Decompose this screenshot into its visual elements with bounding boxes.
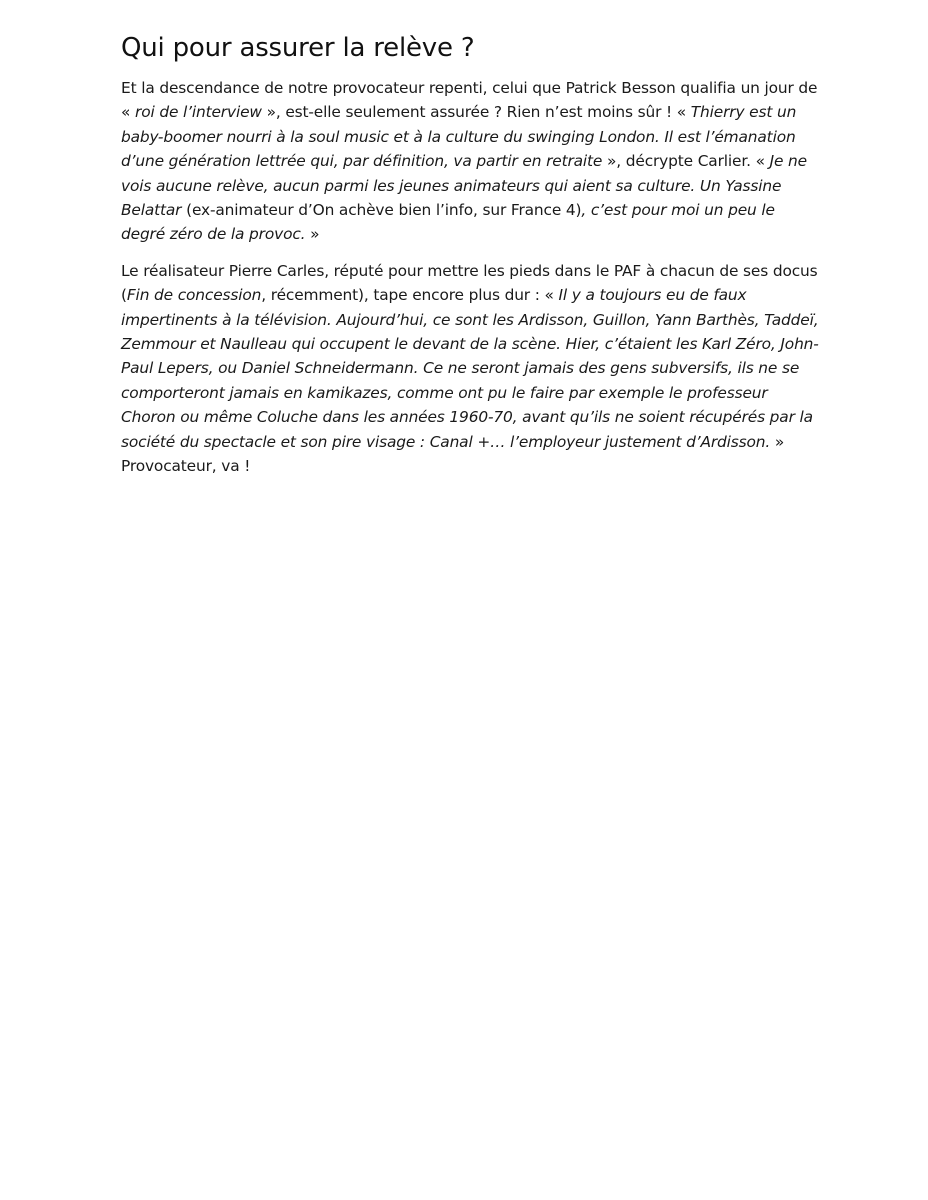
paragraph-1-run: , c’est pour moi un peu le degré zéro de la provoc.	[121, 201, 775, 244]
article	[121, 28, 821, 491]
paragraph-1-run: »	[305, 225, 320, 244]
paragraph-1-run: », est-elle seulement assurée ? Rien n’est moins sûr ! «	[261, 103, 691, 122]
paragraph-1-run: Je ne vois aucune relève, aucun parmi les jeunes animateurs qui aient sa culture. Un Yassine Belattar	[121, 152, 807, 220]
paragraph-1-run: Thierry est un baby-boomer nourri à la soul music et à la culture du swinging London. Il est l’émanation d’une génération lettrée qui, par définition, va partir en retraite	[121, 103, 797, 171]
paragraph-1-run: Et la descendance de notre provocateur repenti, celui que Patrick Besson qualifia un jour de «	[121, 79, 818, 122]
paragraph-2-run: » Provocateur, va !	[121, 432, 785, 476]
paragraph-2-run: Le réalisateur Pierre Carles, réputé pour mettre les pieds dans le PAF à chacun de ses docus (	[121, 261, 818, 305]
paragraph-2-run: , récemment), tape encore plus dur : «	[261, 286, 559, 305]
paragraph-1-run: roi de l’interview	[135, 103, 262, 122]
paragraph-2-run: années 1960-70, avant qu’ils ne soient récupérés par la société du spectacle et son pire visage : Canal +… l’employeur justement d’Ardisson.	[121, 408, 813, 451]
paragraph-2-run: Il y a toujours eu de faux impertinents à la télévision. Aujourd’hui, ce sont les Ardisson, Guillon, Yann Barthès, Taddeï, Zemmour et Naulleau qui occupent le devant de la scène. Hier, c’étaient les Karl Zéro, John-Paul Lepers, ou Daniel Schneidermann. Ce ne seront jamais des gens subversifs, ils ne se comporteront jamais en kamikazes,	[121, 286, 819, 402]
paragraph-1-run: (ex-animateur d’On achève bien l’info, sur France 4)	[181, 201, 582, 220]
paragraph-2-run: comme ont pu le faire par exemple le professeur Choron ou même Coluche dans les	[121, 383, 768, 427]
paragraph-2	[121, 259, 821, 479]
paragraph-1	[121, 76, 821, 247]
paragraph-1-run: », décrypte Carlier. «	[602, 152, 770, 171]
article-title: Qui pour assurer la relève ?	[121, 33, 475, 63]
paragraph-2-run: Fin de concession	[126, 286, 262, 305]
